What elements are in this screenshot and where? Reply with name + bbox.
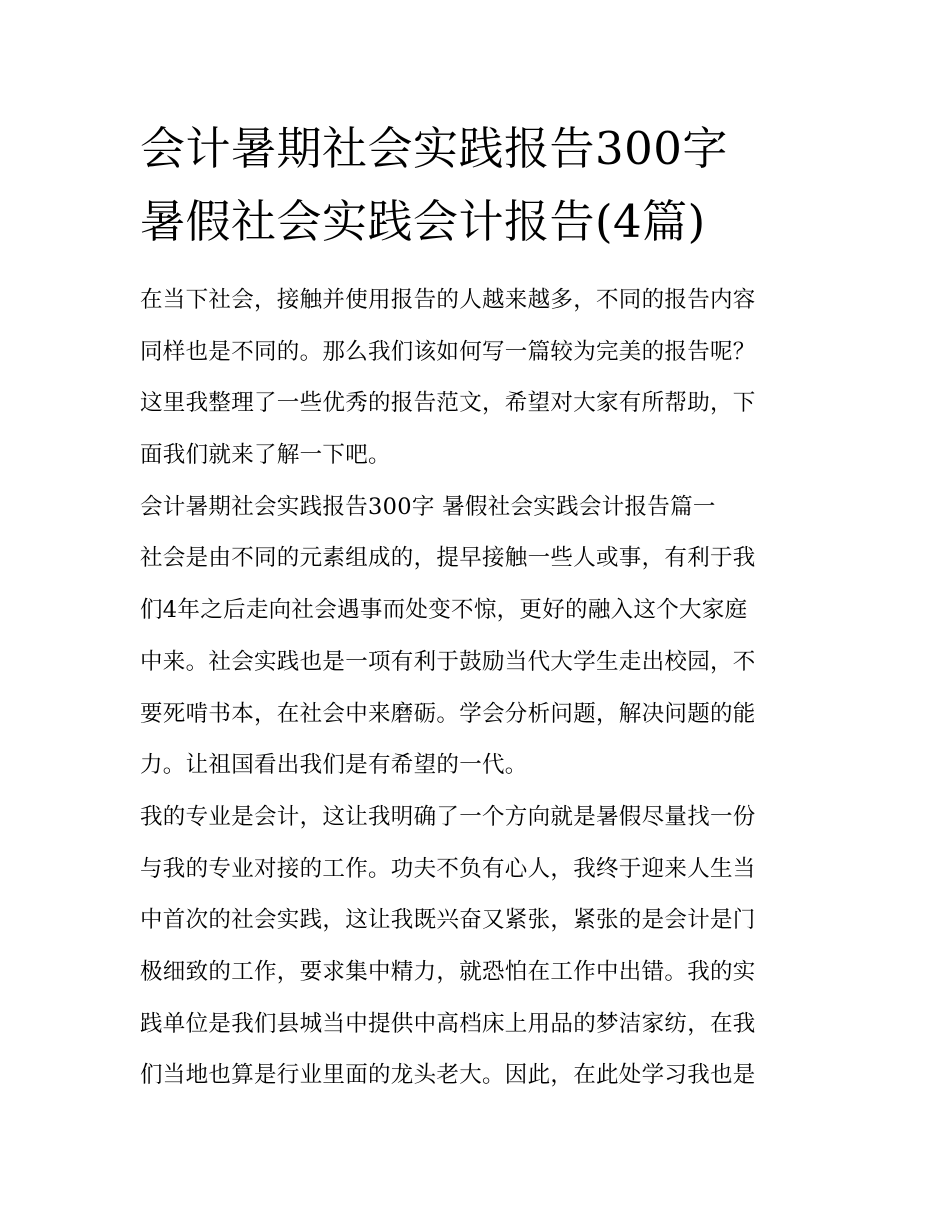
text-line: 在当下社会，接触并使用报告的人越来越多，不同的报告内容	[140, 287, 756, 313]
text-line: 极细致的工作，要求集中精力，就恐怕在工作中出错。我的实	[140, 958, 756, 985]
text-line: 力。让祖国看出我们是有希望的一代。	[140, 752, 528, 779]
text-line: 我的专业是会计，这让我明确了一个方向就是暑假尽量找一份	[140, 803, 756, 830]
text-line: 与我的专业对接的工作。功夫不负有心人，我终于迎来人生当	[140, 855, 756, 882]
title-line: 会计暑期社会实践报告300字	[140, 122, 728, 175]
text-line: 面我们就来了解一下吧。	[140, 442, 391, 469]
text-line: 要死啃书本，在社会中来磨砺。学会分析问题，解决问题的能	[140, 700, 756, 727]
text-line: 们4年之后走向社会遇事而处变不惊，更好的融入这个大家庭	[140, 597, 748, 624]
text-line: 社会是由不同的元素组成的，提早接触一些人或事，有利于我	[140, 545, 756, 572]
text-line: 中来。社会实践也是一项有利于鼓励当代大学生走出校园，不	[140, 648, 756, 675]
title-line: 暑假社会实践会计报告(4篇)	[140, 195, 706, 248]
text-line: 中首次的社会实践，这让我既兴奋又紧张，紧张的是会计是门	[140, 907, 756, 934]
document-body	[140, 283, 816, 1110]
document-title	[140, 112, 820, 258]
text-line: 践单位是我们县城当中提供中高档床上用品的梦洁家纺，在我	[140, 1010, 756, 1037]
text-line: 这里我整理了一些优秀的报告范文，希望对大家有所帮助，下	[140, 390, 756, 417]
section-heading: 会计暑期社会实践报告300字 暑假社会实践会计报告篇一	[140, 493, 716, 520]
text-line: 们当地也算是行业里面的龙头老大。因此，在此处学习我也是	[140, 1062, 756, 1089]
text-line: 同样也是不同的。那么我们该如何写一篇较为完美的报告呢？	[140, 338, 756, 365]
